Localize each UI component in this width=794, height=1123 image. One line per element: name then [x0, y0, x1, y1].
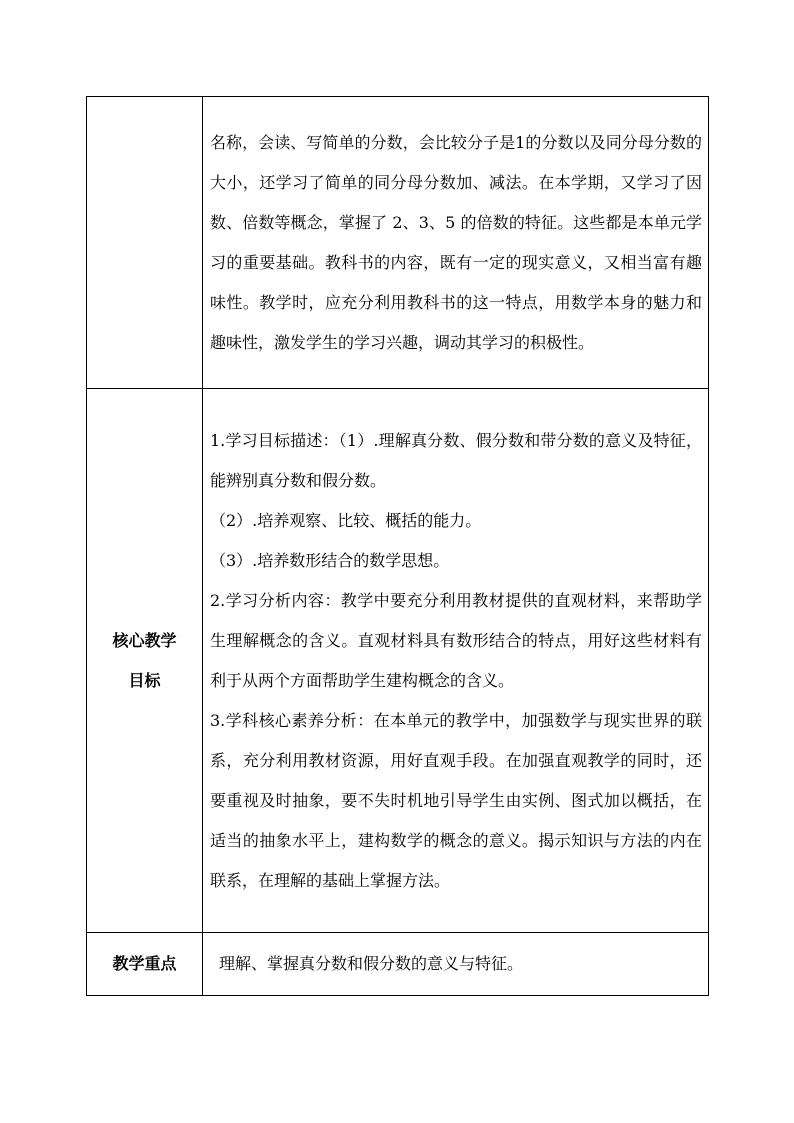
- key-points-label: 教学重点: [87, 933, 203, 996]
- key-points-text: 理解、掌握真分数和假分数的意义与特征。: [219, 954, 524, 973]
- table-row-background: [87, 97, 709, 389]
- row-label-empty: [87, 97, 203, 389]
- background-text-cell: [203, 97, 709, 389]
- objective-paragraph-4: 2.学习分析内容：教学中要充分利用教材提供的直观材料，来帮助学生理解概念的含义。直观材料具有数形结合的特点，用好这些材料有利于从两个方面帮助学生建构概念的含义。: [210, 590, 702, 690]
- core-objectives-label-line1: 核心教学: [112, 630, 177, 650]
- core-objectives-content: [203, 389, 709, 933]
- table-row-core-objectives: [87, 389, 709, 933]
- objective-paragraph-1: 1.学习目标描述：（1）.理解真分数、假分数和带分数的意义及特征，能辨别真分数和假分数。: [210, 430, 702, 490]
- objective-paragraph-2: （2）.培养观察、比较、概括的能力。: [210, 510, 482, 530]
- objective-paragraph-3: （3）.培养数形结合的数学思想。: [210, 550, 450, 570]
- lesson-plan-table: [86, 96, 709, 996]
- key-points-content: [203, 933, 709, 996]
- core-objectives-label: [87, 389, 203, 933]
- objective-paragraph-5: 3.学科核心素养分析：在本单元的教学中，加强数学与现实世界的联系，充分利用教材资源，用好直观手段。在加强直观教学的同时，还要重视及时抽象，要不失时机地引导学生由实例、图式加以概括，在适当的抽象水平上，建构数学的概念的意义。揭示知识与方法的内在联系，在理解的基础上掌握方法。: [210, 710, 702, 890]
- table-row-key-points: [87, 933, 709, 996]
- core-objectives-label-line2: 目标: [128, 670, 161, 690]
- background-paragraph: 名称，会读、写简单的分数，会比较分子是1的分数以及同分母分数的大小，还学习了简单的同分母分数加、减法。在本学期，又学习了因数、倍数等概念，掌握了 2、3、5 的倍数的特征。这些都是本单元学习的重要基础。教科书的内容，既有一定的现实意义，又相当富有趣味性。教学时，应充分利用教科书的这一特点，用数学本身的魅力和趣味性，激发学生的学习兴趣，调动其学习的积极性。: [210, 133, 702, 352]
